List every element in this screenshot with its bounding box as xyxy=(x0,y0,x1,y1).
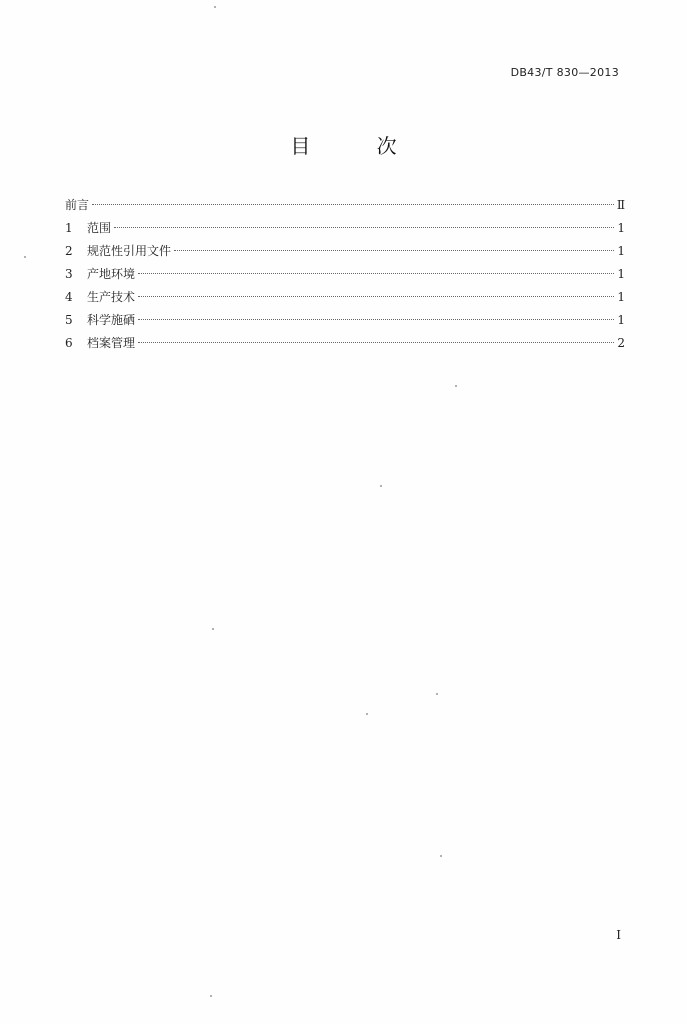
toc-entry-production-technology[interactable] xyxy=(65,288,625,311)
toc-entry-number: 2 xyxy=(65,244,73,258)
page-title: 目 次 xyxy=(290,134,427,158)
toc-entry-title: 生产技术 xyxy=(87,290,136,304)
toc-entry-records[interactable] xyxy=(65,334,625,357)
scan-speck xyxy=(24,256,26,258)
scan-speck xyxy=(436,693,438,695)
toc-entry-page: 1 xyxy=(617,221,625,235)
scan-speck xyxy=(440,855,442,857)
standard-code: DB43/T 830—2013 xyxy=(510,66,619,79)
toc-entry-number: 4 xyxy=(65,290,73,304)
toc-leader-dots xyxy=(138,273,614,274)
toc-entry-title: 规范性引用文件 xyxy=(87,244,172,258)
toc-entry-title: 科学施硒 xyxy=(87,313,136,327)
scan-speck xyxy=(212,628,214,630)
toc-leader-dots xyxy=(114,227,614,228)
scan-speck xyxy=(366,713,368,715)
toc-entry-page: Ⅱ xyxy=(616,198,625,212)
toc-entry-normative-references[interactable] xyxy=(65,242,625,265)
toc-entry-page: 1 xyxy=(617,244,625,258)
scan-speck xyxy=(455,385,457,387)
toc-leader-dots xyxy=(92,204,614,205)
toc-leader-dots xyxy=(174,250,614,251)
toc-entry-title: 档案管理 xyxy=(87,336,136,350)
toc-entry-title: 产地环境 xyxy=(87,267,136,281)
toc-leader-dots xyxy=(138,342,614,343)
toc-entry-number: 3 xyxy=(65,267,73,281)
page-number: Ⅰ xyxy=(616,928,621,942)
toc-entry-title: 前言 xyxy=(65,198,90,212)
toc-entry-number: 6 xyxy=(65,336,73,350)
toc-entry-page: 1 xyxy=(617,290,625,304)
toc-entry-scope[interactable] xyxy=(65,219,625,242)
toc-leader-dots xyxy=(138,296,614,297)
toc-entry-title: 范围 xyxy=(87,221,112,235)
scan-speck xyxy=(210,995,212,997)
scan-speck xyxy=(380,485,382,487)
toc-entry-page: 1 xyxy=(617,267,625,281)
toc-entry-selenium[interactable] xyxy=(65,311,625,334)
toc-entry-foreword[interactable] xyxy=(65,196,625,219)
table-of-contents xyxy=(65,196,625,357)
toc-entry-environment[interactable] xyxy=(65,265,625,288)
toc-entry-page: 2 xyxy=(617,336,625,350)
toc-entry-page: 1 xyxy=(617,313,625,327)
scan-speck xyxy=(214,6,216,8)
toc-entry-number: 1 xyxy=(65,221,73,235)
toc-entry-number: 5 xyxy=(65,313,73,327)
toc-leader-dots xyxy=(138,319,614,320)
